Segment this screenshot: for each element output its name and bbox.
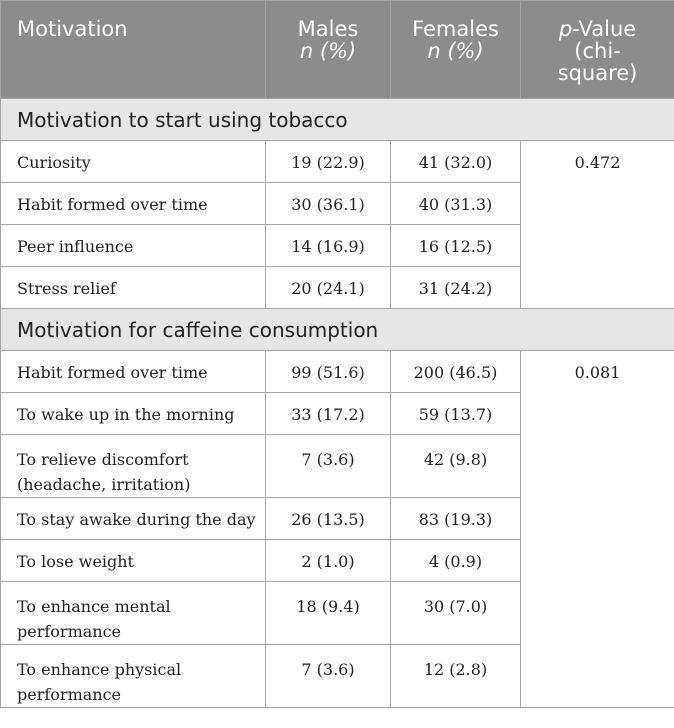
females-cell: 30 (7.0) [391,582,521,645]
motivation-label-line: Peer influence [17,237,134,256]
females-cell: 200 (46.5) [391,351,521,393]
females-cell: 42 (9.8) [391,435,521,498]
females-cell: 31 (24.2) [391,267,521,309]
section-title: Motivation to start using tobacco [1,99,674,141]
table-body [1,99,674,708]
females-cell: 16 (12.5) [391,225,521,267]
males-cell: 26 (13.5) [266,498,391,540]
males-cell: 14 (16.9) [266,225,391,267]
header-males [266,1,391,99]
males-cell: 18 (9.4) [266,582,391,645]
header-pvalue-label: -Value [572,17,637,41]
header-pvalue-test-line1: (chi- [574,39,621,63]
motivation-label-line: Habit formed over time [17,363,208,382]
motivation-label-line: To lose weight [17,552,134,571]
header-motivation-label: Motivation [17,17,128,41]
females-cell: 12 (2.8) [391,645,521,708]
header-females-unit: n (%) [427,39,484,63]
motivation-label-line: To enhance physical [17,660,182,679]
motivation-label-line: Habit formed over time [17,195,208,214]
header-pvalue [521,1,674,99]
males-cell: 20 (24.1) [266,267,391,309]
p-value-cell: 0.472 [521,141,674,309]
motivation-cell [1,498,266,540]
motivation-cell [1,393,266,435]
males-cell: 2 (1.0) [266,540,391,582]
motivation-cell [1,225,266,267]
section-header-row [1,309,674,351]
males-cell: 7 (3.6) [266,645,391,708]
section-header-row [1,99,674,141]
header-pvalue-test-line2: square) [557,61,638,85]
motivation-cell [1,435,266,498]
motivation-label-line: To enhance mental [17,597,171,616]
header-males-label: Males [297,17,359,41]
header-females-label: Females [412,17,499,41]
females-cell: 4 (0.9) [391,540,521,582]
motivation-cell [1,540,266,582]
header-row [1,1,674,99]
header-males-unit: n (%) [299,39,357,63]
header-females [391,1,521,99]
header-motivation [1,1,266,99]
section-title: Motivation for caffeine consumption [1,309,674,351]
males-cell: 7 (3.6) [266,435,391,498]
motivation-label-line: Curiosity [17,153,91,172]
motivation-label-line: To wake up in the morning [17,405,235,424]
motivation-label-line: performance [17,622,122,641]
females-cell: 41 (32.0) [391,141,521,183]
motivation-cell [1,141,266,183]
header-pvalue-p: p [558,17,573,41]
males-cell: 30 (36.1) [266,183,391,225]
motivation-cell [1,351,266,393]
motivation-cell [1,582,266,645]
females-cell: 59 (13.7) [391,393,521,435]
motivation-cell [1,645,266,708]
motivation-label-line: performance [17,685,122,704]
males-cell: 19 (22.9) [266,141,391,183]
females-cell: 83 (19.3) [391,498,521,540]
males-cell: 33 (17.2) [266,393,391,435]
females-cell: 40 (31.3) [391,183,521,225]
motivation-label-line: To relieve discomfort [17,450,189,469]
table-row [1,141,674,183]
table-row [1,351,674,393]
males-cell: 99 (51.6) [266,351,391,393]
motivation-cell [1,267,266,309]
p-value-cell: 0.081 [521,351,674,708]
motivation-label-line: (headache, irritation) [17,475,191,494]
motivation-label-line: Stress relief [17,279,116,298]
motivation-label-line: To stay awake during the day [17,510,256,529]
motivation-cell [1,183,266,225]
